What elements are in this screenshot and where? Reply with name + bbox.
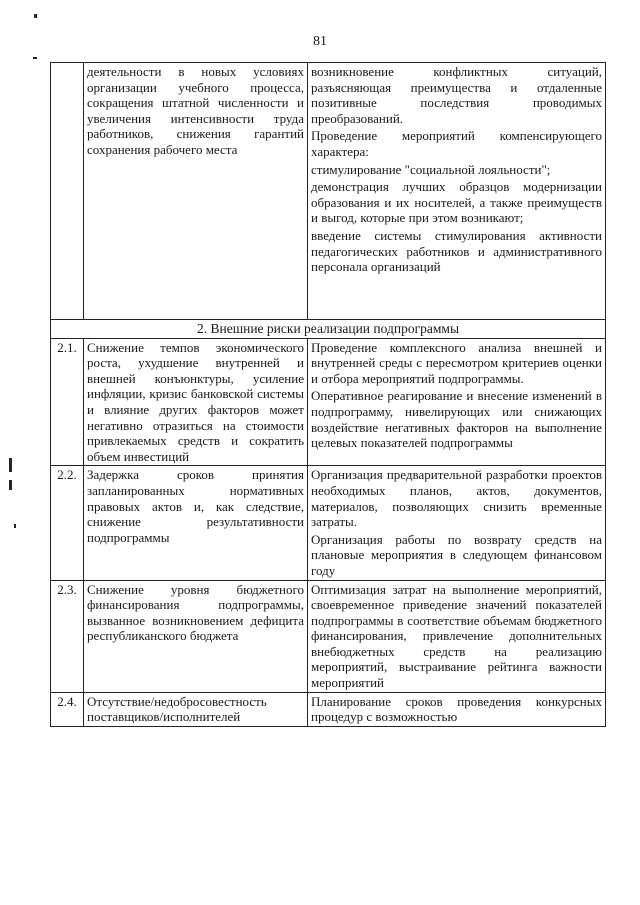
binding-mark <box>9 480 12 490</box>
risk-cause: деятельности в новых условиях организации учебного процесса, сокращения штатной численности и увеличения интенсивности труда работников, снижения гарантий сохранения рабочего места <box>84 63 308 320</box>
row-number: 2.1. <box>51 338 84 466</box>
measure-paragraph: Проведение мероприятий компенсирующего характера: <box>311 128 602 159</box>
row-number: 2.3. <box>51 580 84 692</box>
row-number: 2.4. <box>51 692 84 726</box>
table-row <box>51 338 606 466</box>
measure-paragraph: Планирование сроков проведения конкурсных процедур с возможностью <box>311 693 602 725</box>
row-number <box>51 63 84 320</box>
measure-paragraph: Организация предварительной разработки проектов необходимых планов, актов, документов, материалов, позволяющих снизить временные затраты. <box>311 467 602 530</box>
risk-measures <box>308 338 606 466</box>
risk-measures <box>308 692 606 726</box>
measure-paragraph: введение системы стимулирования активности педагогических работников и административного персонала организаций <box>311 227 602 275</box>
page-number: 81 <box>313 34 327 49</box>
binding-mark <box>9 458 12 472</box>
risk-cause: Отсутствие/недобросовестность поставщиков/исполнителей <box>84 692 308 726</box>
measure-paragraph: Оперативное реагирование и внесение изменений в подпрограмму, нивелирующих или снижающих воздействие негативных факторов на выполнение целевых показателей подпрограммы <box>311 388 602 451</box>
risk-measures <box>308 580 606 692</box>
binding-mark <box>14 524 16 528</box>
measure-paragraph: стимулирование "социальной лояльности"; <box>311 161 551 177</box>
risk-cause: Снижение уровня бюджетного финансирования подпрограммы, вызванное возникновением дефицита республиканского бюджета <box>84 580 308 692</box>
measure-paragraph: Организация работы по возврату средств на плановые мероприятия в следующем финансовом году <box>311 531 602 578</box>
measure-paragraph: демонстрация лучших образцов модернизации образования и их носителей, а также преимуществ и выгод, которые при этом возникают; <box>311 179 602 226</box>
section-heading: 2. Внешние риски реализации подпрограммы <box>51 320 606 339</box>
measure-paragraph: Проведение комплексного анализа внешней и внутренней среды с пересмотром критериев оценки и отбора мероприятий подпрограммы. <box>311 339 602 386</box>
table-row <box>51 580 606 692</box>
table-row <box>51 692 606 726</box>
table-row <box>51 63 606 320</box>
risk-cause: Снижение темпов экономического роста, ухудшение внутренней и внешней конъюнктуры, усиление инфляции, кризис банковской системы и влияние других факторов может негативно отразиться на стоимости привлекаемых средств и сократить объем инвестиций <box>84 338 308 466</box>
row-number: 2.2. <box>51 466 84 580</box>
risk-cause: Задержка сроков принятия запланированных нормативных правовых актов и, как следствие, снижение результативности подпрограммы <box>84 466 308 580</box>
table-row <box>51 466 606 580</box>
measure-paragraph: Оптимизация затрат на выполнение мероприятий, своевременное приведение значений показателей подпрограммы в соответствие объемам бюджетного финансирования, привлечение дополнительных внебюджетных средств на реализацию мероприятий, выстраивание рейтинга важности мероприятий <box>311 581 602 691</box>
scan-mark <box>34 14 37 18</box>
risk-measures <box>308 63 606 320</box>
section-row <box>51 320 606 339</box>
measure-paragraph: возникновение конфликтных ситуаций, разъясняющая преимущества и отдаленные позитивные последствия проводимых преобразований. <box>311 64 602 126</box>
scan-mark <box>33 57 37 59</box>
risk-measures <box>308 466 606 580</box>
risk-table <box>50 62 606 727</box>
